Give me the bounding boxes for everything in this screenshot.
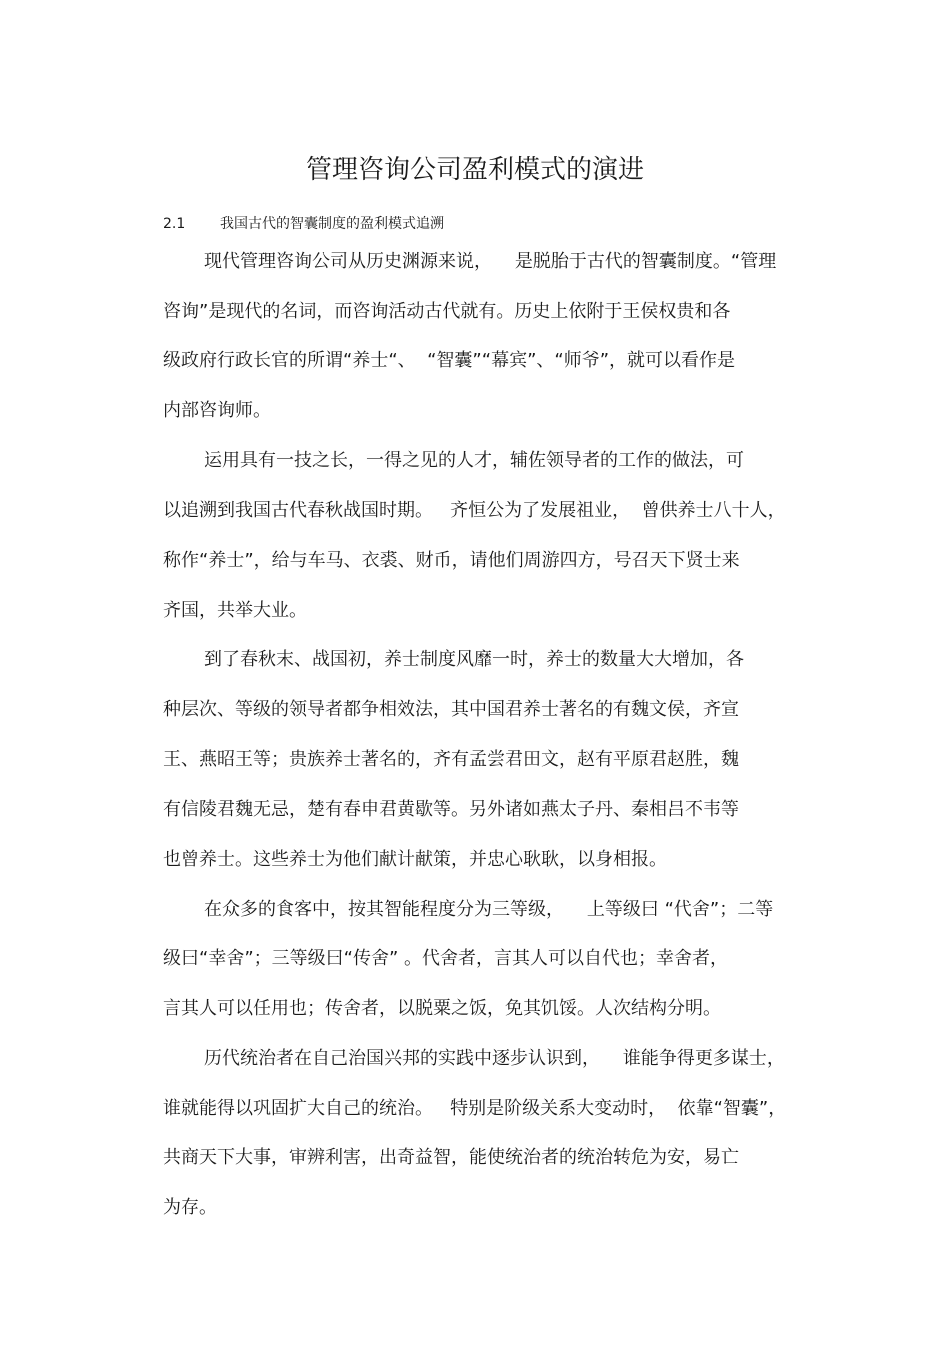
- paragraph-1-line-1: 现代管理咨询公司从历史渊源来说， 是脱胎于古代的智囊制度。“管理: [204, 251, 777, 272]
- paragraph-4-line-2: 级曰“幸舍”；三等级曰“传舍” 。代舍者，言其人可以自代也；幸舍者，: [163, 948, 729, 969]
- document-title: 管理咨询公司盈利模式的演进: [305, 155, 644, 185]
- paragraph-3-line-1: 到了春秋末、战国初，养士制度风靡一时，养士的数量大大增加，各: [204, 649, 744, 670]
- paragraph-4-line-1: 在众多的食客中，按其智能程度分为三等级， 上等级曰 “代舍”；二等: [204, 899, 774, 920]
- paragraph-1-line-2: 咨询”是现代的名词，而咨询活动古代就有。历史上依附于王侯权贵和各: [163, 301, 731, 322]
- paragraph-3-line-4: 有信陵君魏无忌，楚有春申君黄歇等。另外诸如燕太子丹、秦相吕不韦等: [163, 799, 739, 820]
- section-heading: [163, 212, 444, 236]
- paragraph-1-line-4: 内部咨询师。: [163, 400, 271, 421]
- paragraph-5-line-3: 共商天下大事，审辨利害，出奇益智，能使统治者的统治转危为安，易亡: [163, 1147, 739, 1168]
- paragraph-3-line-3: 王、燕昭王等；贵族养士著名的，齐有孟尝君田文，赵有平原君赵胜，魏: [163, 749, 739, 770]
- paragraph-4-line-3: 言其人可以任用也；传舍者，以脱粟之饭，免其饥馁。人次结构分明。: [163, 998, 721, 1019]
- paragraph-2-line-3: 称作“养士”，给与车马、衣裘、财币，请他们周游四方，号召天下贤士来: [163, 550, 740, 571]
- paragraph-3-line-5: 也曾养士。这些养士为他们献计献策，并忠心耿耿，以身相报。: [163, 849, 667, 870]
- section-number: 2.1: [163, 216, 186, 232]
- section-heading-text: 我国古代的智囊制度的盈利模式追溯: [220, 216, 444, 232]
- paragraph-5-line-1: 历代统治者在自己治国兴邦的实践中逐步认识到， 谁能争得更多谋士，: [204, 1048, 785, 1069]
- paragraph-5-line-2: 谁就能得以巩固扩大自己的统治。 特别是阶级关系大变动时， 依靠“智囊”，: [163, 1098, 787, 1119]
- paragraph-2-line-1: 运用具有一技之长，一得之见的人才，辅佐领导者的工作的做法，可: [204, 450, 744, 471]
- paragraph-2-line-4: 齐国，共举大业。: [163, 600, 307, 621]
- paragraph-1-line-3: 级政府行政长官的所谓“养士“、 “智囊”“幕宾”、“师爷”，就可以看作是: [163, 350, 736, 371]
- paragraph-2-line-2: 以追溯到我国古代春秋战国时期。 齐恒公为了发展祖业， 曾供养士八十人，: [163, 500, 786, 521]
- paragraph-5-line-4: 为存。: [163, 1197, 217, 1218]
- paragraph-3-line-2: 种层次、等级的领导者都争相效法，其中国君养士著名的有魏文侯，齐宣: [163, 699, 739, 720]
